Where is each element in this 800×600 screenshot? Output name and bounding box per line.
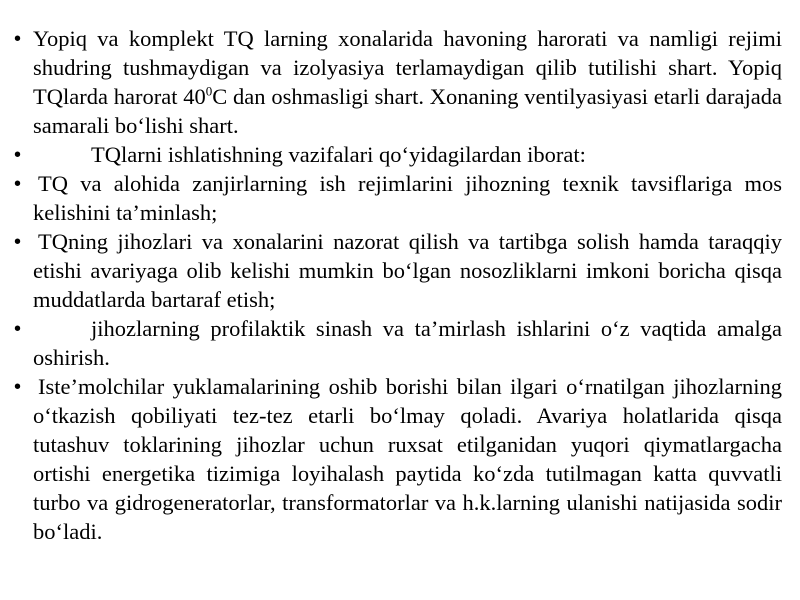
paragraph-text: jihozlarning profilaktik sinash va ta’mirlash ishlarini o‘z vaqtida amalga oshirish.	[33, 316, 782, 370]
bullet-icon: •	[14, 28, 22, 50]
paragraph-text-part2: C dan oshmasligi shart. Xonaning ventilyasiyasi etarli darajada samarali bo‘lishi shart.	[33, 84, 783, 138]
bullet-item-tasks-heading	[14, 140, 782, 169]
paragraph-text: Iste’molchilar yuklamalarining oshib borishi bilan ilgari o‘rnatilgan jihozlarning o‘tkazish qobiliyati tez-tez etarli bo‘lmay qoladi. Avariya holatlarida qisqa tutashuv toklarining jihozlar uchun ruxsat etilganidan yuqori qiymatlargacha ortishi energetika tizimiga loyihalash paytida ko‘zda tutilmagan katta quvvatli turbo va gidrogeneratorlar, transformatorlar va h.k.larning ulanishi natijasida sodir bo‘ladi.	[33, 374, 782, 544]
bullet-icon: •	[14, 318, 22, 340]
bullet-item-preventive-testing	[14, 314, 782, 372]
bullet-icon: •	[14, 231, 22, 253]
bullet-item-load-growth	[14, 372, 782, 546]
bullet-item-humidity-temperature	[14, 24, 782, 140]
bullet-item-inspection	[14, 227, 782, 314]
degree-superscript: 0	[205, 83, 213, 99]
paragraph-text: TQlarni ishlatishning vazifalari qo‘yidagilardan iborat:	[91, 142, 586, 167]
bullet-list	[14, 24, 782, 546]
paragraph-text: TQning jihozlari va xonalarini nazorat qilish va tartibga solish hamda taraqqiy etishi avariyaga olib kelishi mumkin bo‘lgan nosozliklarni imkoni boricha qisqa muddatlarda bartaraf etish;	[33, 229, 782, 312]
bullet-icon: •	[14, 376, 22, 398]
paragraph-text: TQ va alohida zanjirlarning ish rejimlarini jihozning texnik tavsiflariga mos kelishini ta’minlash;	[33, 171, 782, 225]
bullet-icon: •	[14, 173, 22, 195]
paragraph-text-part1: Yopiq va komplekt TQ larning xonalarida havoning harorati va namligi rejimi shudring tushmaydigan va izolyasiya terlamaydigan qilib tutilishi shart. Yopiq TQlarda harorat 40	[33, 26, 782, 109]
bullet-icon: •	[14, 144, 22, 166]
bullet-item-operating-modes	[14, 169, 782, 227]
